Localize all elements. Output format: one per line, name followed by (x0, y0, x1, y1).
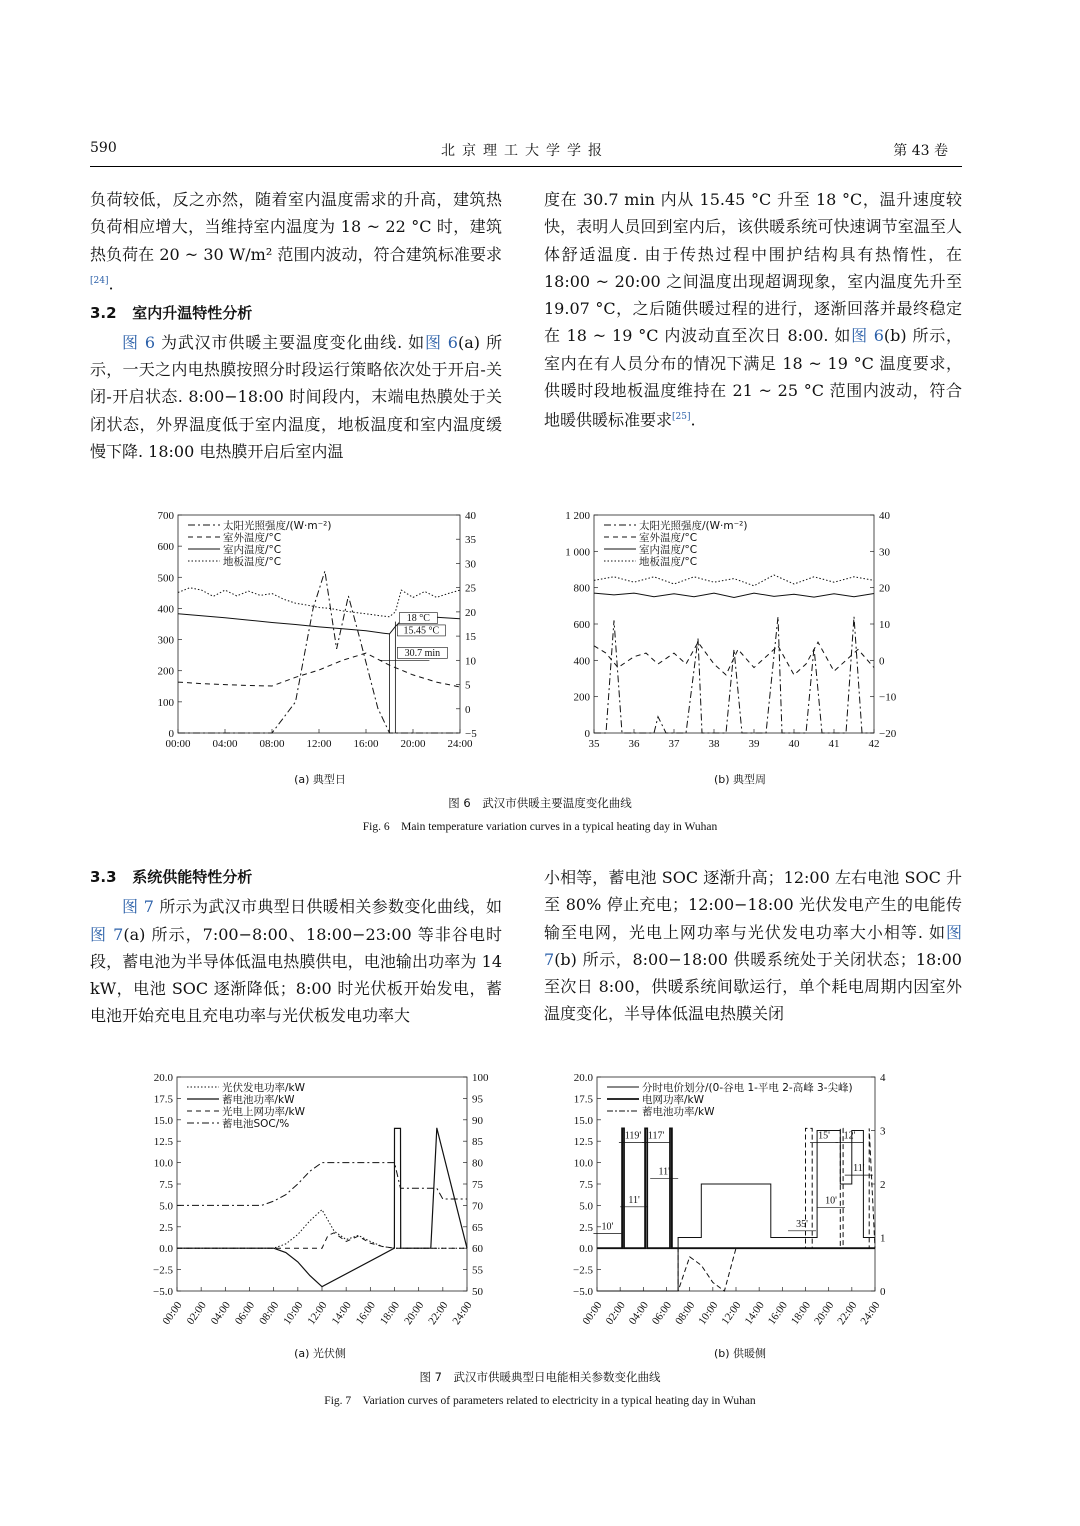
y2-tick-label: −5 (465, 728, 477, 740)
y2-tick-label: 90 (472, 1114, 483, 1127)
series-line (177, 1210, 467, 1249)
y-tick-label: 1 000 (565, 546, 590, 559)
y-tick-label: 10.0 (153, 1157, 173, 1170)
x-tick-label: 38 (708, 738, 720, 750)
y2-tick-label: 2 (880, 1179, 886, 1191)
x-tick-label: 35 (588, 738, 600, 750)
y2-tick-label: 65 (472, 1221, 483, 1234)
y2-tick-label: 85 (472, 1136, 483, 1149)
y2-tick-label: 0 (880, 1286, 886, 1298)
y-tick-label: 2.5 (579, 1221, 593, 1234)
annotation-text: 12' (843, 1130, 856, 1142)
legend-label: 地板温度/°C (223, 556, 282, 568)
annotation-text: 18 °C (406, 613, 430, 625)
figure-link[interactable]: 图 6 (851, 326, 884, 346)
y2-tick-label: 20 (465, 606, 476, 619)
x-tick-label: 12:00 (719, 1299, 744, 1327)
series-line (177, 1163, 467, 1206)
figure-6a (130, 505, 490, 774)
legend-label: 地板温度/°C (639, 556, 698, 568)
text-column-1 (90, 186, 502, 465)
chart-6a (130, 505, 490, 770)
x-tick-label: 04:00 (208, 1299, 233, 1327)
y2-tick-label: 3 (880, 1125, 886, 1138)
y2-tick-label: 75 (472, 1179, 483, 1191)
y-tick-label: 12.5 (153, 1136, 173, 1149)
x-tick-label: 00:00 (580, 1299, 605, 1327)
annotation-text: 15' (818, 1130, 830, 1142)
plot-frame (177, 1077, 467, 1291)
y2-tick-label: 15 (465, 631, 476, 644)
x-tick-label: 14:00 (742, 1299, 767, 1327)
y-tick-label: 400 (573, 655, 590, 668)
figure-7-caption-en: Fig. 7 Variation curves of parameters related to electricity in a typical heating day in Wuhan (324, 1395, 756, 1407)
x-tick-label: 04:00 (212, 738, 238, 750)
volume-label: 第 43 卷 (893, 143, 948, 159)
series-line (177, 1128, 467, 1286)
x-tick-label: 42 (868, 738, 880, 750)
x-tick-label: 22:00 (835, 1299, 860, 1327)
x-tick-label: 37 (668, 738, 680, 750)
legend-label: 电网功率/kW (642, 1094, 705, 1106)
x-tick-label: 08:00 (673, 1299, 698, 1327)
x-tick-label: 41 (828, 738, 840, 750)
y2-tick-label: 100 (472, 1072, 489, 1084)
x-tick-label: 40 (788, 738, 800, 750)
citation-link[interactable]: [24] (90, 275, 109, 286)
figure-7-caption-cn: 图 7 武汉市供暖典型日电能相关参数变化曲线 (419, 1370, 661, 1384)
y2-tick-label: 25 (465, 582, 476, 595)
y-tick-label: −5.0 (153, 1286, 173, 1298)
subcaption-6a: (a) 典型日 (294, 773, 346, 786)
x-tick-label: 14:00 (329, 1299, 354, 1327)
y2-tick-label: 30 (465, 558, 476, 571)
legend-label: 光电上网功率/kW (222, 1106, 305, 1118)
x-tick-label: 20:00 (402, 1299, 427, 1327)
annotation-text: 11' (658, 1166, 670, 1178)
legend-label: 室外温度/°C (223, 532, 282, 544)
y-tick-label: 100 (157, 696, 174, 709)
subcaption-7a: (a) 光伏侧 (294, 1347, 346, 1360)
chart-7a (125, 1065, 505, 1345)
figure-6-caption-en: Fig. 6 Main temperature variation curves in a typical heating day in Wuhan (362, 821, 718, 833)
y-tick-label: 12.5 (573, 1136, 593, 1149)
x-tick-label: 06:00 (232, 1299, 258, 1327)
legend-label: 室外温度/°C (639, 532, 698, 544)
figure-link[interactable]: 图 7 (90, 924, 124, 944)
figure-link[interactable]: 图 6 (424, 332, 458, 352)
y-tick-label: 300 (157, 634, 174, 647)
x-tick-label: 16:00 (353, 1299, 378, 1327)
legend-label: 分时电价划分/(0-谷电 1-平电 2-高峰 3-尖峰) (642, 1082, 853, 1094)
y2-tick-label: 5 (465, 679, 471, 692)
series-line (597, 1131, 875, 1292)
paragraph: 度在 30.7 min 内从 15.45 °C 升至 18 °C，温升速度较快，表明人员回到室内后，该供暖系统可快速调节室温至人体舒适温度. 由于传热过程中围护结构具有热惰性，在 18:00 ~ 20:00 之间温度出现超调现象，室内温度先升至 19.07 °C，之后随供暖过程的进行，逐渐回落并最终稳定在 18 ~ 19 °C 内波动直至次日 8:00. 如图 6(b) 所示，室内在有人员分布的情况下满足 18 ~ 19 °C 温度要求，供暖时段地板温度维持在 21 ~ 25 °C 范围内波动，符合地暖供暖标准要求[25]. (544, 190, 962, 430)
y2-tick-label: 10 (879, 619, 890, 631)
x-tick-label: 16:00 (765, 1299, 790, 1327)
text-column-4 (544, 864, 962, 1028)
y-tick-label: 5.0 (159, 1200, 173, 1213)
paragraph: 小相等，蓄电池 SOC 逐渐升高；12:00 左右电池 SOC 升至 80% 停止充电；12:00−18:00 光伏发电产生的电能传输至电网，光电上网功率与光伏发电功率大小相等. 如图 7(b) 所示，8:00−18:00 供暖系统处于关闭状态；18:00 至次日 8:00，供暖系统间歇运行，单个耗电周期内因室外温度变化，半导体低温电热膜关闭 (544, 868, 962, 1024)
annotation-text: 35' (796, 1218, 808, 1230)
x-tick-label: 08:00 (257, 1299, 282, 1327)
y2-tick-label: 10 (465, 655, 476, 668)
x-tick-label: 24:00 (447, 738, 473, 750)
series-line (597, 1128, 875, 1291)
y2-tick-label: 0 (465, 703, 471, 716)
figure-link[interactable]: 图 7 (122, 897, 154, 917)
y-tick-label: 0.0 (159, 1243, 173, 1256)
x-tick-label: 36 (628, 738, 640, 750)
figure-7b (545, 1065, 945, 1349)
y2-tick-label: −10 (879, 691, 897, 704)
y-tick-label: 5.0 (579, 1200, 593, 1213)
x-tick-label: 39 (748, 738, 760, 750)
y-tick-label: 0 (584, 728, 590, 740)
citation-link[interactable]: [25] (672, 412, 691, 423)
journal-name: 北京理工大学学报 (441, 143, 609, 159)
y-tick-label: 7.5 (159, 1179, 173, 1191)
x-tick-label: 12:00 (305, 1299, 330, 1327)
y-tick-label: 0 (168, 728, 174, 740)
y-tick-label: 2.5 (159, 1221, 173, 1234)
y-tick-label: 1 200 (565, 510, 590, 522)
y-tick-label: 17.5 (153, 1093, 173, 1106)
series-line (594, 593, 874, 597)
x-tick-label: 00:00 (160, 1299, 185, 1327)
x-tick-label: 22:00 (426, 1299, 451, 1327)
x-tick-label: 02:00 (184, 1299, 209, 1327)
annotation-text: 119' (624, 1130, 642, 1142)
y-tick-label: 200 (157, 665, 174, 678)
y2-tick-label: 70 (472, 1200, 483, 1213)
paragraph: 图 7 所示为武汉市典型日供暖相关参数变化曲线，如图 7(a) 所示，7:00−8:00、18:00−23:00 等非谷电时段，蓄电池为半导体低温电热膜供电，电池输出功率为 14 kW，电池 SOC 逐渐降低；8:00 时光伏板开始发电，蓄电池开始充电且充电功率与光伏板发电功率大 (90, 897, 502, 1026)
y-tick-label: 10.0 (573, 1157, 593, 1170)
y2-tick-label: 1 (880, 1232, 886, 1245)
x-tick-label: 18:00 (788, 1299, 814, 1327)
y-tick-label: 800 (573, 582, 590, 595)
y2-tick-label: 4 (880, 1072, 886, 1084)
y-tick-label: 15.0 (573, 1114, 593, 1127)
x-tick-label: 00:00 (165, 738, 191, 750)
y2-tick-label: 55 (472, 1264, 483, 1277)
text-column-3 (90, 864, 502, 1030)
x-tick-label: 02:00 (603, 1299, 628, 1327)
annotation-text: 117' (647, 1130, 665, 1142)
y-tick-label: 20.0 (573, 1072, 593, 1084)
y2-tick-label: 60 (472, 1243, 483, 1256)
figure-link[interactable]: 图 7 (544, 922, 962, 969)
legend-label: 室内温度/°C (639, 544, 698, 556)
y2-tick-label: 20 (879, 582, 890, 595)
y2-tick-label: 0 (879, 655, 885, 668)
x-tick-label: 06:00 (649, 1299, 675, 1327)
y-tick-label: 500 (157, 572, 174, 585)
x-tick-label: 08:00 (259, 738, 285, 750)
page-number: 590 (90, 140, 117, 156)
chart-7b (545, 1065, 945, 1345)
paragraph: 负荷较低，反之亦然，随着室内温度需求的升高，建筑热负荷相应增大，当维持室内温度为 18 ~ 22 °C 时，建筑热负荷在 20 ~ 30 W/m² 范围内波动，符合建筑标准要求[24]. (90, 190, 502, 294)
y-tick-label: −2.5 (573, 1264, 593, 1277)
annotation-text: 30.7 min (404, 647, 441, 659)
y-tick-label: 700 (157, 510, 174, 522)
y-tick-label: 17.5 (573, 1093, 593, 1106)
legend-label: 光伏发电功率/kW (222, 1082, 305, 1094)
chart-6b (540, 505, 940, 770)
x-tick-label: 04:00 (626, 1299, 651, 1327)
legend-label: 蓄电池SOC/% (222, 1118, 290, 1130)
series-line (597, 1128, 875, 1248)
legend-label: 太阳光照强度/(W·m⁻²) (639, 520, 748, 532)
subcaption-6b: (b) 典型周 (713, 773, 767, 786)
paragraph: 图 6 为武汉市供暖主要温度变化曲线. 如图 6(a) 所示，一天之内电热膜按照分时段运行策略依次处于开启-关闭-开启状态. 8:00−18:00 时间段内，末端电热膜处于关闭状态，外界温度低于室内温度，地板温度和室内温度缓慢下降. 18:00 电热膜开启后室内温 (90, 332, 502, 461)
annotation-text: 10' (601, 1221, 614, 1233)
subcaption-7b: (b) 供暖侧 (713, 1347, 767, 1360)
annotation-text: 11' (628, 1194, 640, 1206)
figure-7a (125, 1065, 505, 1349)
legend-label: 太阳光照强度/(W·m⁻²) (223, 520, 332, 532)
plot-frame (594, 515, 874, 733)
y-tick-label: 0.0 (579, 1243, 593, 1256)
series-line (594, 617, 874, 733)
series-line (594, 642, 874, 675)
y2-tick-label: 80 (472, 1157, 483, 1170)
annotation-text: 11' (853, 1163, 865, 1175)
y-tick-label: 7.5 (579, 1179, 593, 1191)
figure-6b (540, 505, 940, 774)
y2-tick-label: 35 (465, 534, 476, 547)
x-tick-label: 18:00 (377, 1299, 403, 1327)
x-tick-label: 12:00 (306, 738, 332, 750)
y-tick-label: −5.0 (573, 1286, 593, 1298)
y2-tick-label: 30 (879, 546, 890, 559)
y2-tick-label: −20 (879, 728, 897, 740)
annotation-text: 15.45 °C (403, 625, 440, 637)
text-column-2 (544, 186, 962, 434)
legend-label: 蓄电池功率/kW (642, 1106, 715, 1118)
x-tick-label: 16:00 (353, 738, 379, 750)
x-tick-label: 20:00 (400, 738, 426, 750)
x-tick-label: 10:00 (696, 1299, 721, 1327)
y2-tick-label: 40 (879, 510, 890, 522)
figure-link[interactable]: 图 6 (122, 332, 155, 352)
series-line (594, 575, 874, 586)
y-tick-label: 400 (157, 603, 174, 616)
x-tick-label: 20:00 (812, 1299, 837, 1327)
y-tick-label: −2.5 (153, 1264, 173, 1277)
series-line (177, 1233, 467, 1248)
figure-6-caption-cn: 图 6 武汉市供暖主要温度变化曲线 (448, 796, 632, 810)
x-tick-label: 24:00 (450, 1299, 475, 1327)
section-heading-3-2: 3.2 室内升温特性分析 (90, 303, 253, 322)
x-tick-label: 10:00 (281, 1299, 306, 1327)
y-tick-label: 600 (157, 541, 174, 554)
legend-label: 室内温度/°C (223, 544, 282, 556)
annotation-text: 10' (825, 1195, 837, 1207)
y2-tick-label: 40 (465, 510, 476, 522)
y-tick-label: 200 (573, 691, 590, 704)
header-rule (90, 166, 962, 167)
y2-tick-label: 95 (472, 1093, 483, 1106)
y-tick-label: 600 (573, 619, 590, 631)
section-heading-3-3: 3.3 系统供能特性分析 (90, 868, 253, 886)
y2-tick-label: 50 (472, 1286, 483, 1298)
y-tick-label: 20.0 (153, 1072, 173, 1084)
legend-label: 蓄电池功率/kW (222, 1094, 295, 1106)
y-tick-label: 15.0 (153, 1114, 173, 1127)
x-tick-label: 24:00 (858, 1299, 883, 1327)
running-header (90, 140, 960, 162)
